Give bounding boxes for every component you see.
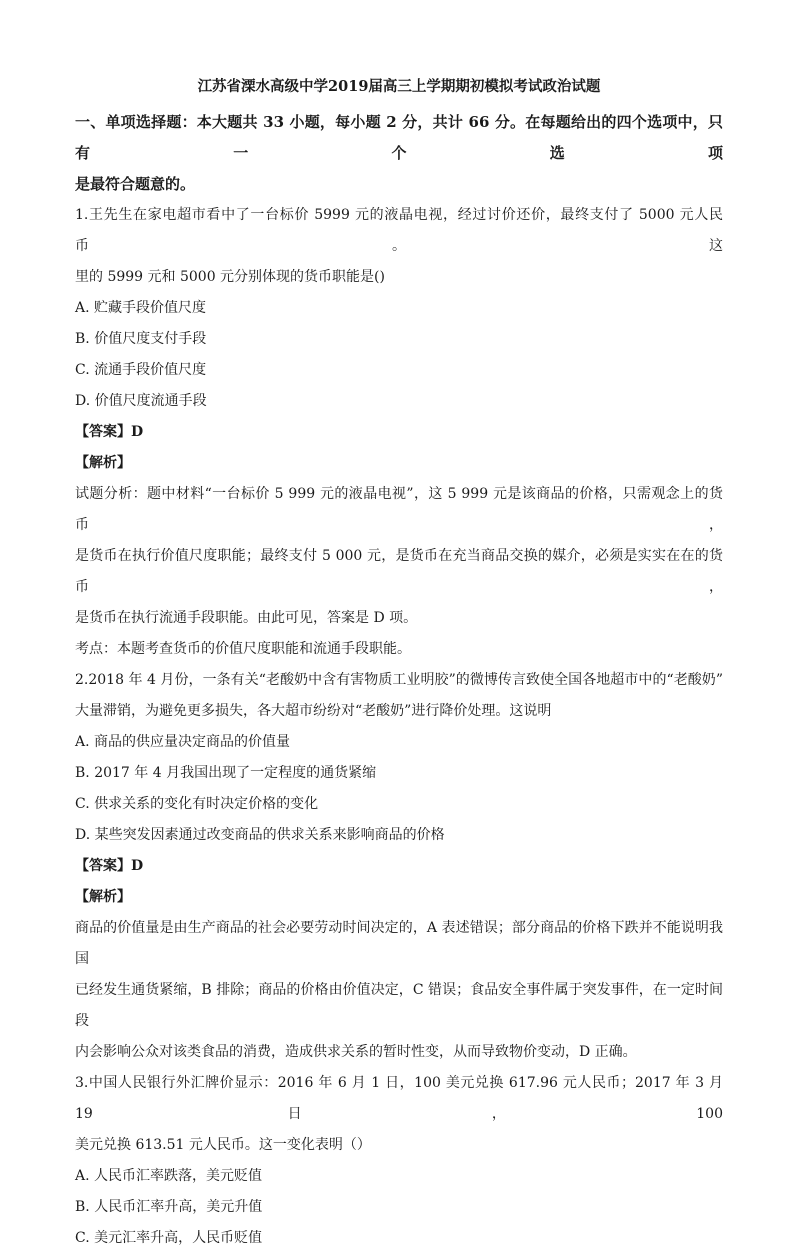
section-heading-line: 是最符合题意的。 (75, 175, 196, 193)
question-2 (75, 665, 723, 1068)
analysis-line: 内会影响公众对该类食品的消费，造成供求关系的暂时性变，从而导致物价变动，D 正确。 (75, 1044, 637, 1060)
question-stem-line: 2.2018 年 4 月份，一条有关“老酸奶中含有害物质工业明胶”的微博传言致使全国各地超市中的“老酸奶” (75, 672, 723, 688)
question-3 (75, 1068, 723, 1254)
question-stem (75, 200, 723, 293)
question-1 (75, 200, 723, 665)
option-c: C. 流通手段价值尺度 (75, 362, 207, 378)
question-stem-line: 3.中国人民银行外汇牌价显示：2016 年 6 月 1 日，100 美元兑换 617.96 元人民币；2017 年 3 月 19 日，100 (75, 1075, 723, 1122)
option-b: B. 2017 年 4 月我国出现了一定程度的通货紧缩 (75, 765, 377, 781)
option-c: C. 美元汇率升高，人民币贬值 (75, 1230, 263, 1246)
option-b: B. 人民币汇率升高，美元升值 (75, 1199, 263, 1215)
analysis-label: 【解析】 (75, 455, 131, 471)
section-heading-line: 一、单项选择题：本大题共 33 小题，每小题 2 分，共计 66 分。在每题给出的四个选项中，只有一个选项 (75, 113, 723, 162)
analysis-line: 试题分析：题中材料“一台标价 5 999 元的液晶电视”，这 5 999 元是该商品的价格，只需观念上的货币， (75, 486, 723, 533)
analysis-line: 是货币在执行流通手段职能。由此可见，答案是 D 项。 (75, 610, 418, 626)
analysis-text (75, 913, 723, 1068)
option-d: D. 某些突发因素通过改变商品的供求关系来影响商品的价格 (75, 827, 445, 843)
topic-note: 考点：本题考查货币的价值尺度职能和流通手段职能。 (75, 641, 411, 657)
option-d: D. 价值尺度流通手段 (75, 393, 207, 409)
answer-label: 【答案】D (75, 424, 144, 440)
option-a: A. 贮藏手段价值尺度 (75, 300, 207, 316)
section-heading (75, 107, 723, 200)
answer-label: 【答案】D (75, 858, 144, 874)
analysis-line: 已经发生通货紧缩，B 排除；商品的价格由价值决定，C 错误；食品安全事件属于突发事件，在一定时间段 (75, 982, 723, 1029)
question-stem-line: 里的 5999 元和 5000 元分别体现的货币职能是() (75, 269, 385, 285)
question-stem-line: 美元兑换 613.51 元人民币。这一变化表明（） (75, 1137, 371, 1153)
option-b: B. 价值尺度支付手段 (75, 331, 207, 347)
analysis-line: 是货币在执行价值尺度职能；最终支付 5 000 元，是货币在充当商品交换的媒介，必须是实实在在的货币， (75, 548, 723, 595)
question-stem-line: 大量滞销，为避免更多损失，各大超市纷纷对“老酸奶”进行降价处理。这说明 (75, 703, 552, 719)
document-content (75, 76, 723, 1254)
analysis-text (75, 479, 723, 634)
question-stem (75, 665, 723, 727)
analysis-line: 商品的价值量是由生产商品的社会必要劳动时间决定的，A 表述错误；部分商品的价格下跌并不能说明我国 (75, 920, 723, 967)
question-stem-line: 1.王先生在家电超市看中了一台标价 5999 元的液晶电视，经过讨价还价，最终支付了 5000 元人民币。这 (75, 207, 723, 254)
question-stem (75, 1068, 723, 1161)
option-c: C. 供求关系的变化有时决定价格的变化 (75, 796, 319, 812)
option-a: A. 人民币汇率跌落，美元贬值 (75, 1168, 263, 1184)
analysis-label: 【解析】 (75, 889, 131, 905)
page-title: 江苏省溧水高级中学2019届高三上学期期初模拟考试政治试题 (197, 78, 601, 95)
option-a: A. 商品的供应量决定商品的价值量 (75, 734, 291, 750)
